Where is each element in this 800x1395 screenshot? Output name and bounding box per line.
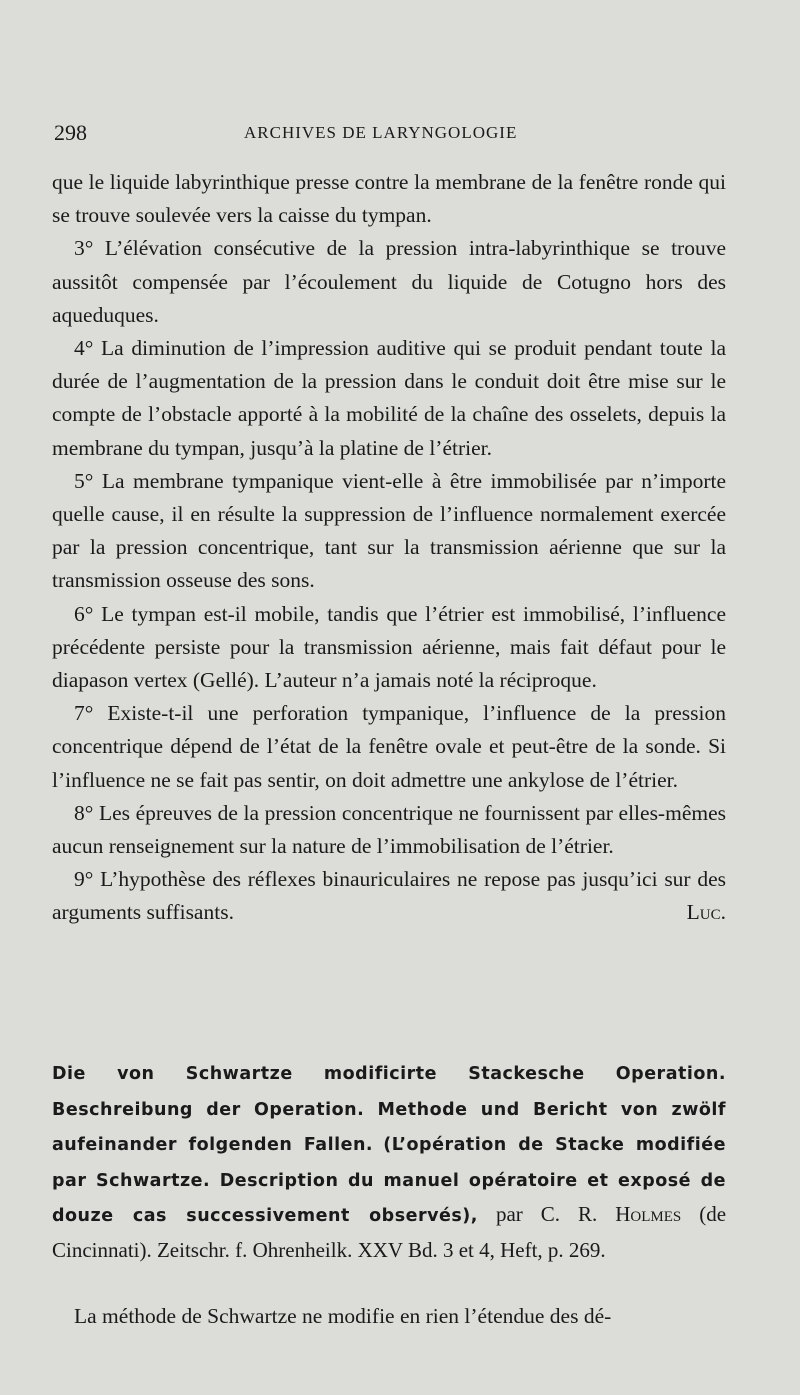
paragraph-4: 4° La diminution de l’impression auditive qui se produit pendant toute la durée de l’augmentation de la pression dans le conduit doit être mise sur le compte de l’obstacle apporté à la mobilité de la chaîne des osselets, depuis la membrane du tympan, jusqu’à la platine de l’étrier. [52,336,726,460]
paragraph-5: 5° La membrane tympanique vient-elle à être immobilisée par n’importe quelle cause, il en résulte la suppression de l’influence normalement exercée par la pression concentrique, tant sur la transmission aérienne que sur la transmission osseuse des sons. [52,468,726,593]
paragraph-9 [52,863,726,929]
paragraph-continued: que le liquide labyrinthique presse contre la membrane de la fenêtre ronde qui se trouve soulevée vers la caisse du tympan. [52,170,726,228]
signature: Luc. [686,900,726,925]
par-label: par C. R. [495,1202,598,1226]
running-title: ARCHIVES DE LARYNGOLOGIE [244,123,518,142]
body-text [52,166,726,930]
next-paragraph-start: La méthode de Schwartze ne modifie en rien l’étendue des dé- [74,1304,612,1328]
paragraph-8: 8° Les épreuves de la pression concentrique ne fournissent par elles-mêmes aucun renseignement sur la nature de l’immobilisation de l’étrier. [52,800,726,859]
paragraph-7: 7° Existe-t-il une perforation tympanique, l’influence de la pression concentrique dépend de l’état de la fenêtre ovale et peut-être de la sonde. Si l’influence ne se fait pas sentir, on doit admettre une ankylose de l’étrier. [52,701,726,792]
german-title: Die von Schwartze modificirte Stackesche Operation. Beschreibung der Operation. Methode und Bericht von zwölf aufeinander folgenden Fallen. [52,1064,726,1155]
page-header [54,120,730,150]
paragraph-6: 6° Le tympan est-il mobile, tandis que l’étrier est immobilisé, l’influence précédente persiste pour la transmission aérienne, mais fait défaut pour le diapason vertex (Gellé). L’auteur n’a jamais noté la réciproque. [52,601,726,693]
page-number: 298 [54,120,87,145]
french-title: (L’opération de Stacke modifiée par Schwartze. Description du manuel opératoire et exposé de douze cas successivement observés), [52,1135,726,1226]
author-name: Holmes [615,1202,682,1226]
review-reference [52,1056,726,1267]
paragraph-3: 3° L’élévation consécutive de la pression intra-labyrinthique se trouve aussitôt compensée par l’écoulement du liquide de Cotugno hors des aqueduques. [52,236,726,327]
citation: (de Cincinnati). Zeitschr. f. Ohrenheilk. XXV Bd. 3 et 4, Heft, p. 269. [52,1202,727,1262]
paragraph-9-text: 9° L’hypothèse des réflexes binauriculaires ne repose pas jusqu’ici sur des arguments suffisants. [52,867,726,925]
